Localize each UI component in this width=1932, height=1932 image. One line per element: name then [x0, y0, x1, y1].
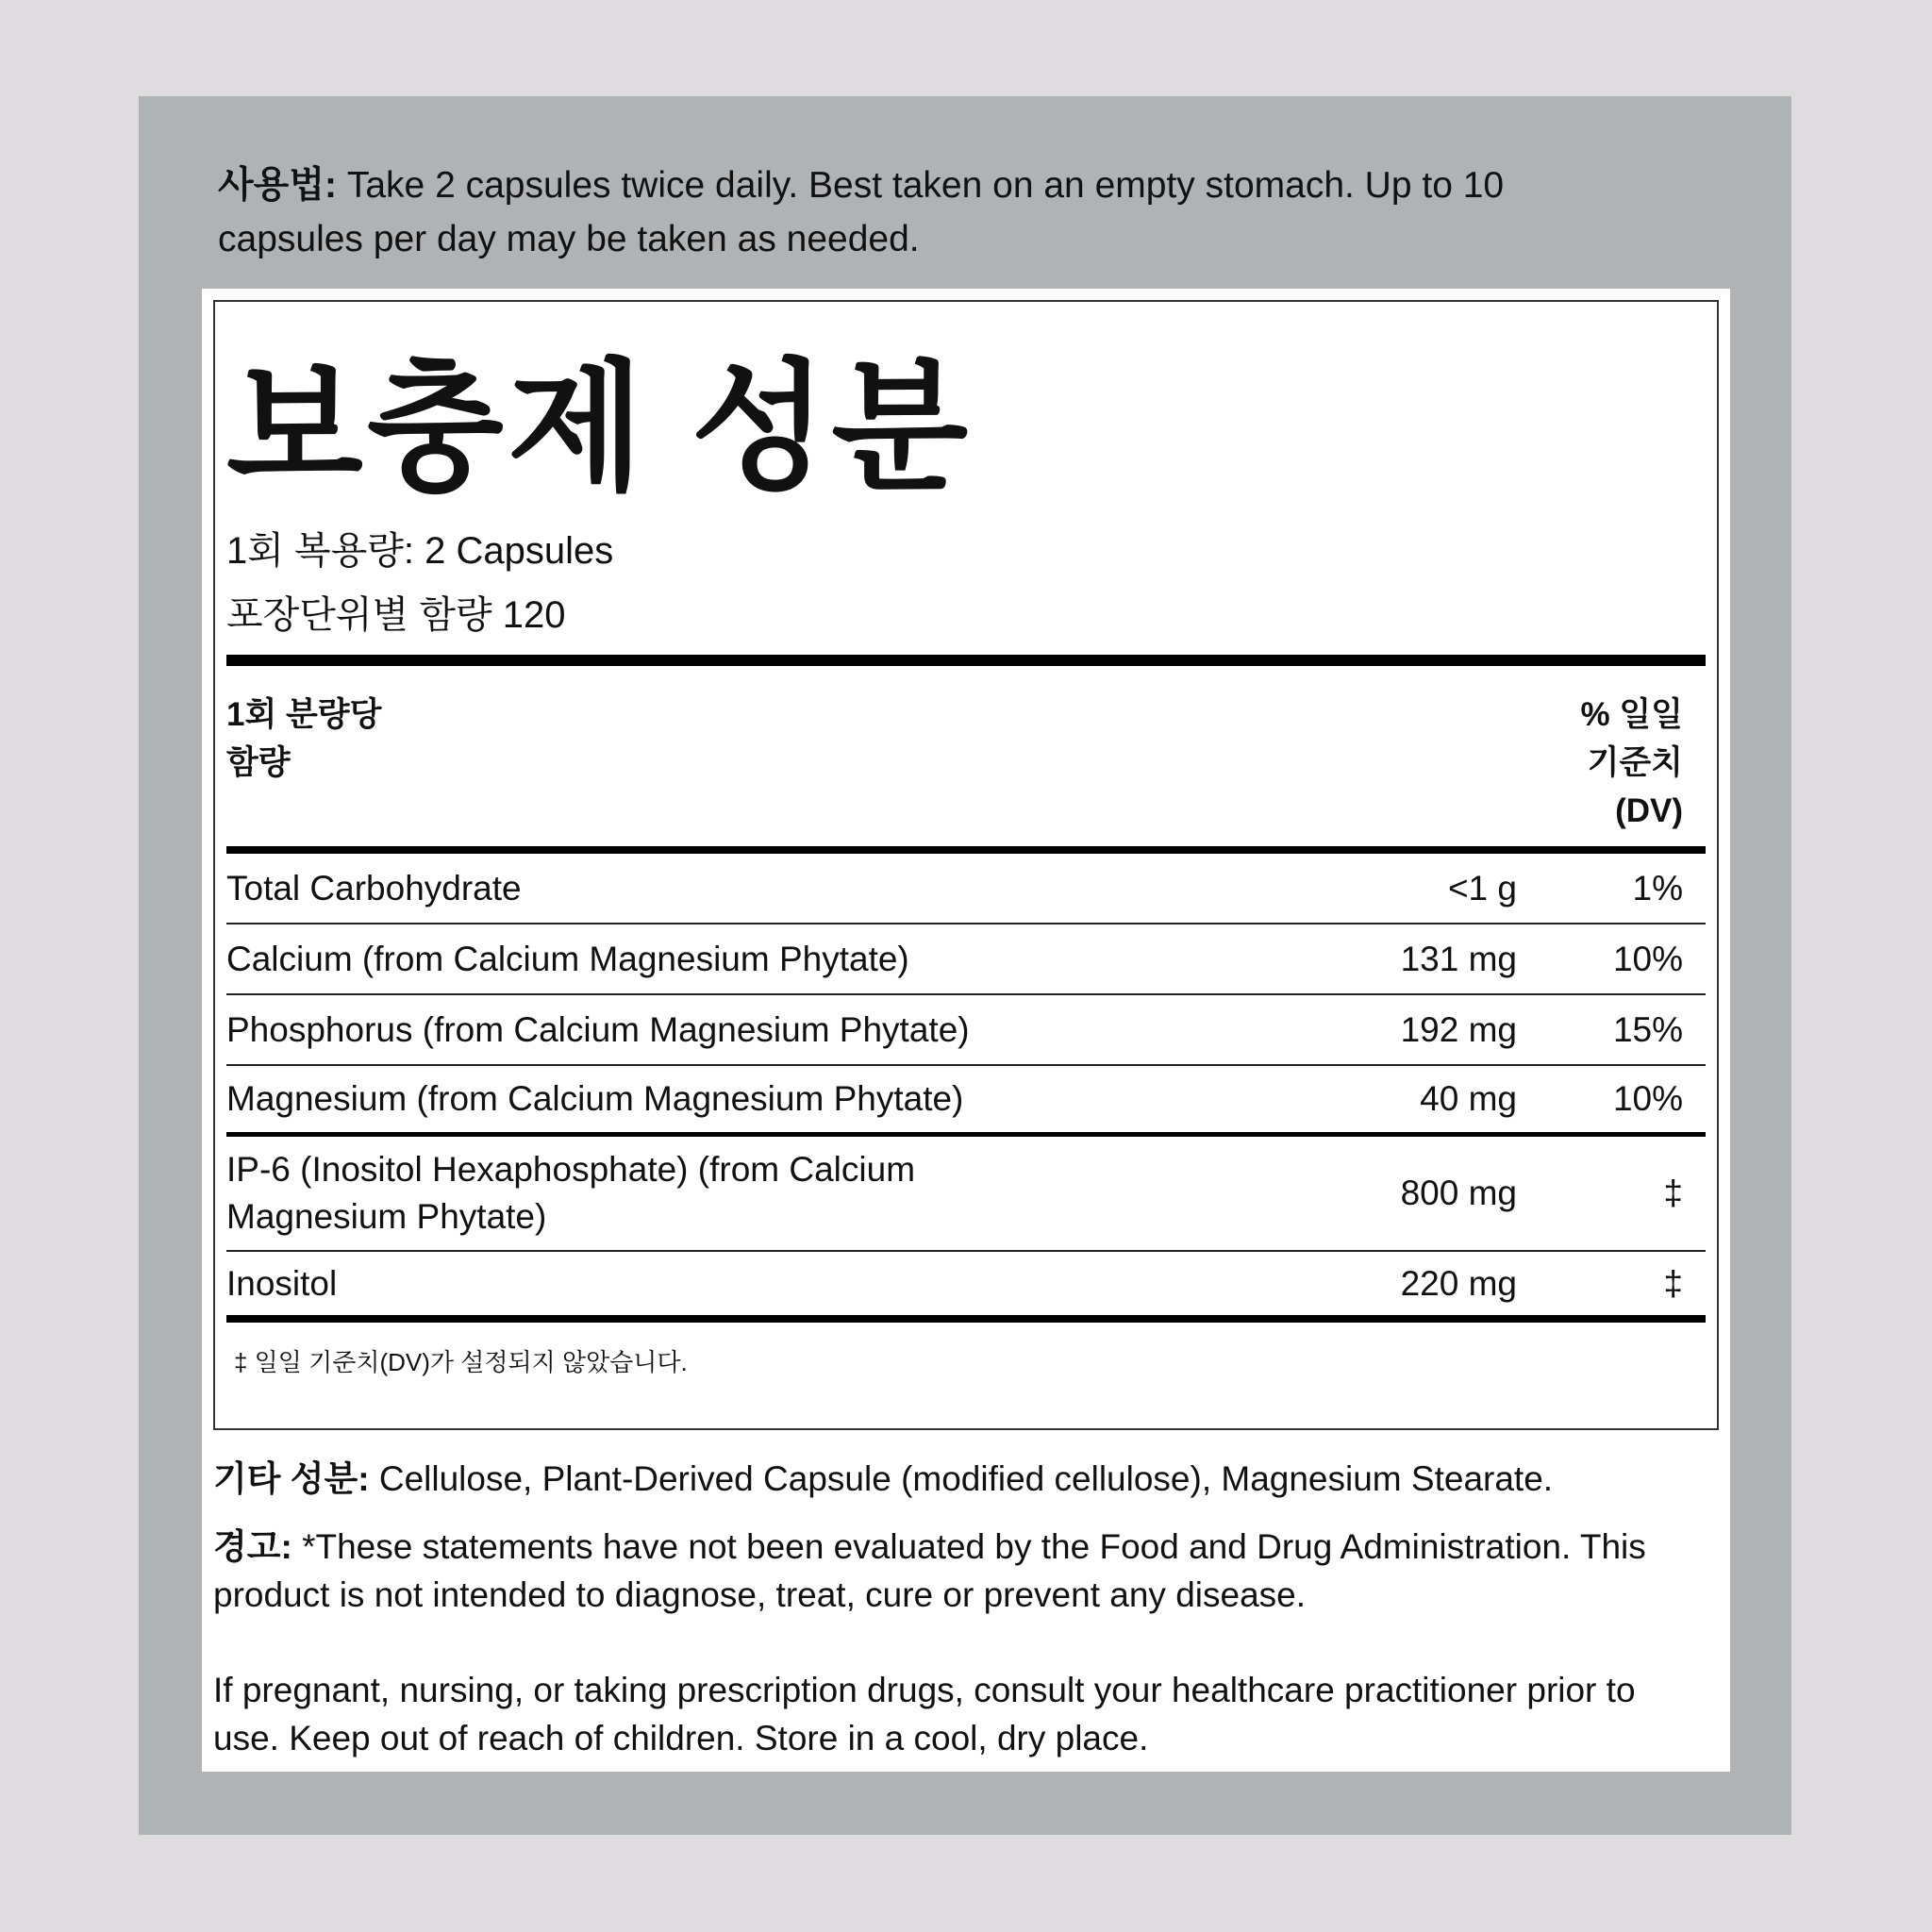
warning-extra: If pregnant, nursing, or taking prescription drugs, consult your healthcare practitioner prior to use. Keep out of reach of children. Store in a cool, dry place. — [213, 1671, 1636, 1757]
nutrient-name: Total Carbohydrate — [226, 868, 522, 908]
divider-thick — [226, 655, 1706, 666]
header-amount-line: 1회 분량당 — [226, 696, 382, 733]
other-label: 기타 성분: — [213, 1459, 370, 1498]
servings-per-container: 포장단위별 함량 120 — [226, 594, 566, 636]
table-row — [226, 1066, 1706, 1137]
nutrient-dv: ‡ — [1663, 1263, 1683, 1303]
warning-label: 경고: — [213, 1527, 292, 1566]
header-dv-line: 기준치 — [1587, 744, 1683, 781]
facts-card — [202, 289, 1730, 1772]
header-amount-line: 함량 — [226, 744, 291, 781]
divider-thick — [226, 846, 1706, 854]
nutrient-dv: 1% — [1632, 868, 1683, 908]
usage-directions — [218, 158, 1633, 266]
header-dv-line: % 일일 — [1580, 696, 1683, 733]
nutrient-dv: ‡ — [1663, 1174, 1683, 1212]
nutrient-amount: 40 mg — [1420, 1079, 1517, 1118]
facts-title: 보충제 성분 — [226, 348, 973, 507]
nutrient-name: Magnesium (from Calcium Magnesium Phytate) — [226, 1079, 964, 1118]
nutrient-name: Calcium (from Calcium Magnesium Phytate) — [226, 939, 909, 978]
nutrient-dv: 10% — [1612, 1079, 1683, 1118]
footnote: ‡ 일일 기준치(DV)가 설정되지 않았습니다. — [234, 1348, 688, 1376]
warning-text: *These statements have not been evaluated by the Food and Drug Administration. This product is not intended to diagnose, treat, cure or prevent any disease. — [213, 1527, 1646, 1614]
other-ingredients — [213, 1455, 1685, 1503]
table-row — [226, 924, 1706, 995]
nutrient-amount: 220 mg — [1400, 1263, 1517, 1303]
nutrient-dv: 10% — [1612, 939, 1683, 978]
nutrient-amount: 800 mg — [1400, 1174, 1517, 1212]
table-row — [226, 1137, 1706, 1252]
nutrient-amount: <1 g — [1447, 868, 1517, 908]
nutrient-amount: 131 mg — [1400, 939, 1517, 978]
usage-label: 사용법: — [218, 165, 338, 206]
table-header — [226, 666, 1706, 846]
nutrient-name: IP-6 (Inositol Hexaphosphate) (from Calcium Magnesium Phytate) — [226, 1150, 916, 1236]
table-row — [226, 854, 1706, 924]
header-dv-line: (DV) — [1615, 792, 1683, 829]
nutrient-name: Phosphorus (from Calcium Magnesium Phytate) — [226, 1009, 970, 1049]
nutrient-amount: 192 mg — [1400, 1009, 1517, 1049]
nutrient-dv: 15% — [1612, 1009, 1683, 1049]
usage-text: Take 2 capsules twice daily. Best taken on an empty stomach. Up to 10 capsules per day may be taken as needed. — [218, 165, 1505, 259]
warning — [213, 1523, 1685, 1619]
serving-size: 1회 복용량: 2 Capsules — [226, 530, 614, 572]
table-row — [226, 995, 1706, 1066]
other-text: Cellulose, Plant-Derived Capsule (modified cellulose), Magnesium Stearate. — [369, 1459, 1554, 1498]
additional-info — [213, 1455, 1685, 1762]
table-row — [226, 1252, 1706, 1323]
supplement-facts-box — [213, 300, 1719, 1430]
nutrient-name: Inositol — [226, 1263, 338, 1303]
